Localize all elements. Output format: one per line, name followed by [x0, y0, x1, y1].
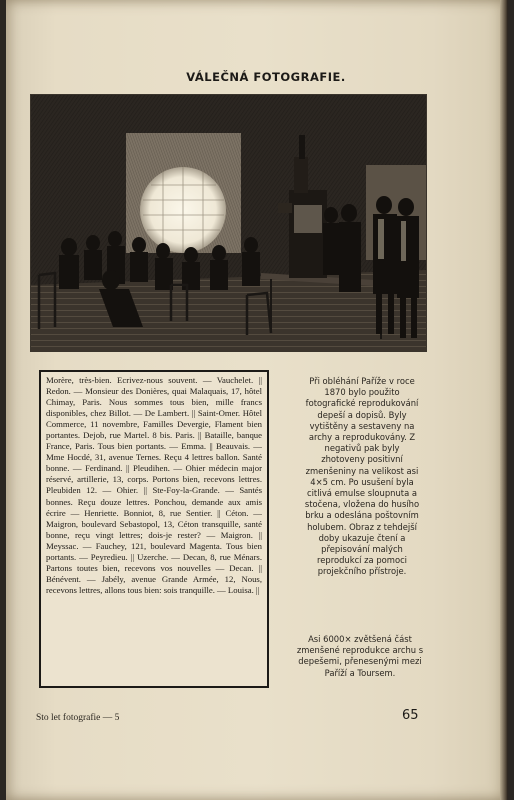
page-number: 65 — [402, 708, 419, 723]
projector-apparatus — [289, 190, 327, 278]
engraving-illustration — [30, 94, 427, 352]
dispatch-text: Morère, très-bien. Ecrivez-nous souvent. — Vauchelet. || Redon. — Monsieur des Donières, quai Malaquais, 17, hôtel Chimay, Paris. Nous sommes tous bien, mille francs disponibles, chez Billot. — De Lambert. || Saint-Omer. Hôtel Commerce, 11 novembre, Familles Devergie, Flament bien portantes. Dejob, rue Martel. 8 bis. Paris. || Bataille, banque France, Paris. Tous bien portants. — Emma. || Beauvais. — Mme Hocdé, 31, avenue Ternes. Reçu 4 lettres ballon. Santé bonne. — Ferdinand. || Pleudihen. — Ohier médecin major réservé, artillerie, 13, corps. Portons bien, recevons lettres. Pleubiden 12. — Ohier. || Ste-Foy-la-Grande. — Santés bonnes. Reçu douze lettres. Ponchou, demande aux amis écrire — Henriette. Bonniot, 8, rue Sentier. || Céton. — Maigron, boulevard Sebastopol, 13, Céton transquille, santé bonne, reçu vingt lettres; dois-je rester? — Maigron. || Meyssac. — Fauchey, 121, boulevard Magenta. Tous bien portants. — Peyredieu. || Uzerche. — Decan, 8, rue Ménars. Partons toutes bien, recevons vos nouvelles — Decan. || Bénévent. — Jabély, avenue Grande Armée, 12, Nous, recevons lettres, allons tous bien: sois tranquille. — Louisa. || — [46, 375, 262, 595]
footer-signature: Sto let fotografie — 5 — [36, 713, 120, 723]
book-page — [6, 0, 508, 800]
page-title: VÁLEČNÁ FOTOGRAFIE. — [186, 70, 346, 84]
illustration-caption: Při obléhání Paříže v roce 1870 bylo použito fotografické reprodukování depeší a dopisů. Byly vytištěny a sestaveny na archy a reprodukovány. Z negativů pak byly zhotoveny positivní zmenšeniny na velikost asi 4×5 cm. Po usušení byla citlivá emulse sloupnuta a stočena, vložena do husího brku a odeslána poštovním holubem. Obraz z tehdejší doby ukazuje čtení a přepisování malých reprodukcí za pomoci projekčního přístroje. — [304, 376, 420, 577]
book-spine-shadow — [500, 0, 508, 800]
reproduction-caption: Asi 6000× zvětšená část zmenšené reprodukce archu s depešemi, přenesenými mezi Paříží a Toursem. — [296, 634, 424, 678]
dispatch-reproduction-box — [39, 370, 269, 688]
